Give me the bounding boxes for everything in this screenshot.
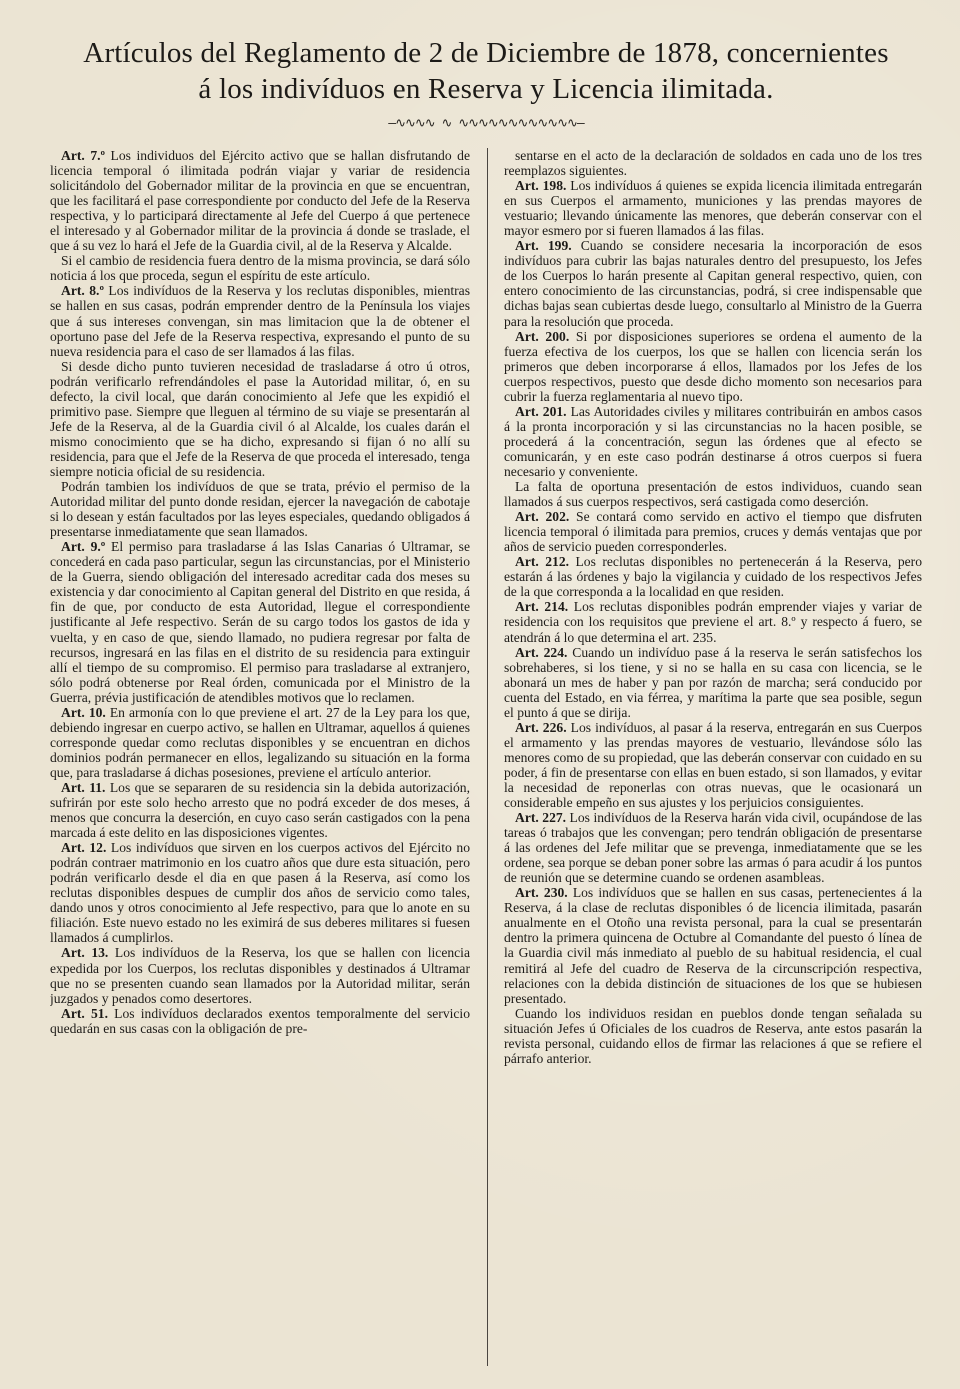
article-number: Art. 11. bbox=[61, 779, 106, 795]
article-number: Art. 198. bbox=[515, 178, 567, 194]
article-text: Los indivíduos que sirven en los cuerpos activos del Ejército no podrán contraer matrimonio en los cuatro años que dure esta situación, pero podrán verificarlo desde el dia en que pasen á la Reserva, así como los reclutas disponibles despues de cumplir dos años de servicio como tales, dando unos y otros conocimiento al Jefe respectivo, para que lo anote en su filiación. Este nuevo estado no les eximirá de sus deberes militares si fuesen llamados á cumplirlos. bbox=[50, 840, 470, 946]
article-paragraph bbox=[50, 479, 470, 539]
article-text: Los indivíduos de la Reserva, los que se hallen con licencia expedida por los Cuerpos, los reclutas disponibles y destinados á Ultramar que no se presenten cuando sean llamados por la Autoridad militar, serán juzgados y penados como desertores. bbox=[50, 945, 470, 1006]
article-text: Los reclutas disponibles podrán emprender viajes y variar de residencia con los requisitos que previene el art. 8.º y respecto á fuero, se atendrán á lo que determina el art. 235. bbox=[504, 599, 922, 645]
article-paragraph bbox=[50, 1006, 470, 1036]
article-text: Los que se separaren de su residencia sin la debida autorización, sufrirán por este solo hecho arresto que no podrá exceder de dos meses, á menos que concurra la deserción, en cuyo caso serán castigados con la pena marcada á este delito en las disposiciones vigentes. bbox=[50, 779, 470, 841]
article-text: Si por disposiciones superiores se ordena el aumento de la fuerza efectiva de los cuerpos, los que se hallen con licencia serán los primeros que deben incorporarse á ellos, llamados por los Jefes de los cuerpos respectivos, puesto que desde dicho momento son necesarios para cubrir la fuerza reglamentaria al nuevo tipo. bbox=[504, 328, 922, 404]
article-paragraph bbox=[504, 148, 922, 178]
article-number: Art. 230. bbox=[515, 885, 568, 901]
article-text: Los indivíduos de la Reserva y los reclutas disponibles, mientras se hallen en sus casas, podrán emprender dentro de la Península los viajes que á sus intereses convengan, sin mas limitacion que la de obtener el oportuno pase del Jefe de la Reserva respectiva, expresando el punto de su nueva residencia para el caso de ser llamados á las filas. bbox=[50, 283, 470, 359]
article-paragraph bbox=[50, 539, 470, 705]
article-paragraph bbox=[504, 645, 922, 720]
article-text: Los indivíduos de la Reserva harán vida civil, ocupándose de las tareas ó trabajos que les convengan; pero tendrán obligación de presentarse á las ordenes del Jefe militar que se prevenga, inmediatamente que se les ordene, sea porque se deban poner sobre las armas ó para acudir á los puntos de reunión que se determine cuando se ordenen asambleas. bbox=[504, 810, 922, 886]
article-number: Art. 202. bbox=[515, 509, 570, 525]
article-text: Si el cambio de residencia fuera dentro de la misma provincia, se dará sólo noticia á los que proceda, segun el espíritu de este artículo. bbox=[50, 253, 470, 284]
article-number: Art. 12. bbox=[61, 840, 107, 856]
right-column bbox=[504, 148, 922, 1366]
article-text: Cuando un indivíduo pase á la reserva le serán satisfechos los sobrehaberes, si los tiene, y si no se halla en su casa con licencia, se le abonará un mes de haber y pan por razón de marcha; será conducido por cuenta del Estado, en via férrea, y marítima la parte que sea posible, segun el punto á que se dirija. bbox=[504, 644, 922, 720]
article-text: Los indivíduos á quienes se expida licencia ilimitada entregarán en sus Cuerpos el armamento, municiones y las prendas mayores de vestuario; llevando únicamente las menores, que deberán conservar con el mayor esmero por si fueren llamados á las filas. bbox=[504, 178, 922, 239]
article-paragraph bbox=[50, 840, 470, 945]
article-number: Art. 8.º bbox=[61, 283, 104, 299]
article-text: Los indivíduos, al pasar á la reserva, entregarán en sus Cuerpos el armamento y las prendas mayores de vestuario, llevándose sólo las menores como de su propiedad, que las deberán conservar con cuidado en su poder, á fin de presentarse con ellas en buen estado, si son llamados, y evitar la necesidad de reponerlas con otras nuevas, que le ocasionará un considerable empeño en sus ajustes y los perjuicios consiguientes. bbox=[504, 719, 922, 811]
article-paragraph bbox=[504, 554, 922, 599]
article-paragraph bbox=[50, 780, 470, 840]
article-text: Cuando los individuos residan en pueblos donde tengan señalada su situación Jefes ú Oficiales de los cuadros de Reserva, ante estos pasarán la revista personal, cuidando ellos de firmar las relaciones á que se refiere el párrafo anterior. bbox=[504, 1005, 922, 1066]
article-text: Las Autoridades civiles y militares contribuirán en ambos casos á la pronta incorporación y si las circunstancias no la hacen posible, se procederá á la concentración, segun las órdenes que al efecto se comunicarán, y en este caso podrán destinarse á otros cuerpos si fuera necesario y conveniente. bbox=[504, 403, 922, 479]
article-text: Los indivíduos declarados exentos temporalmente del servicio quedarán en sus casas con la obligación de pre- bbox=[50, 1005, 470, 1036]
left-column bbox=[50, 148, 470, 1366]
article-paragraph bbox=[504, 509, 922, 554]
article-paragraph bbox=[504, 885, 922, 1005]
article-number: Art. 226. bbox=[515, 719, 567, 735]
article-paragraph bbox=[50, 253, 470, 283]
article-paragraph bbox=[50, 359, 470, 479]
article-text: Los individuos del Ejército activo que se hallan disfrutando de licencia temporal ó ilimitada podrán viajar y variar de residencia solicitándolo del Gobernador militar de la provincia en que se encuentran, que les facilitará el pase correspondiente por conducto del Jefe de la Reserva respectiva, y lo participará directamente al Jefe del Cuerpo á que pertenece el interesado y al Gobernador militar de la provincia á donde se traslade, el que á su vez lo hará el Jefe de la Guardia civil, al de la Reserva y Alcalde. bbox=[50, 148, 470, 254]
article-number: Art. 13. bbox=[61, 945, 109, 961]
article-paragraph bbox=[504, 720, 922, 810]
article-paragraph bbox=[50, 148, 470, 253]
page-title bbox=[50, 36, 922, 108]
title-line-1: Artículos del Reglamento de 2 de Diciembre de 1878, concernientes bbox=[83, 37, 889, 69]
article-paragraph bbox=[504, 238, 922, 328]
article-number: Art. 7.º bbox=[61, 148, 106, 163]
column-divider bbox=[487, 148, 488, 1366]
article-text: Cuando se considere necesaria la incorporación de esos indivíduos para cubrir las bajas naturales dentro del presupuesto, los Jefes de los Cuerpos lo harán presente al Capitan general respectivo, quien, con entero conocimiento de las circunstancias, podrá, si cree indispensable que dichas bajas sean cubiertas desde luego, consultarlo al Ministro de la Guerra para la resolución que proceda. bbox=[504, 238, 922, 329]
article-text: En armonía con lo que previene el art. 27 de la Ley para los que, debiendo ingresar en cuerpo activo, se hallen en Ultramar, aquellos á quienes corresponde quedar como reclutas disponibles y se encuentran en dichos dominios podrán permanecer en ellos, legalizando su situación en la forma que, para trasladarse á dichas posesiones, previene el artículo anterior. bbox=[50, 704, 470, 780]
article-text: Podrán tambien los indivíduos de que se trata, prévio el permiso de la Autoridad militar del punto donde residan, ejercer la navegación de cabotaje si lo desean y están facultados por las leyes especiales, quedando obligados á presentarse inmediatamente que sean llamados. bbox=[50, 479, 470, 540]
article-number: Art. 214. bbox=[515, 599, 569, 615]
article-text: Los indivíduos que se hallen en sus casas, pertenecientes á la Reserva, á la clase de reclutas disponibles ó de licencia ilimitada, pasarán anualmente en el Otoño una revista personal, para la cual se presentarán dentro la primera quincena de Octubre al Comandante del puesto ó línea de la Guardia civil más inmediato al pueblo de su habitual residencia, el cual remitirá al Jefe del cuadro de Reserva de la circunscripción respectiva, relaciones con la debida distinción de situaciones de los que se hubiesen presentado. bbox=[504, 885, 922, 1006]
ornament-divider: —∿∿∿∿ ∿ ∿∿∿∿∿∿∿∿∿∿∿∿— bbox=[388, 116, 584, 131]
article-paragraph bbox=[504, 810, 922, 885]
article-number: Art. 201. bbox=[515, 403, 567, 419]
article-number: Art. 199. bbox=[515, 238, 572, 254]
article-paragraph bbox=[504, 329, 922, 404]
article-number: Art. 200. bbox=[515, 328, 570, 344]
article-text: La falta de oportuna presentación de estos individuos, cuando sean llamados á sus cuerpos respectivos, será castigada como deserción. bbox=[504, 479, 922, 510]
article-paragraph bbox=[50, 283, 470, 358]
text-columns bbox=[50, 148, 922, 1366]
article-text: Los reclutas disponibles no pertenecerán á la Reserva, pero estarán á las órdenes y bajo la vigilancia y cuidado de los respectivos Jefes de la que corresponda a la localidad en que residen. bbox=[504, 554, 922, 600]
article-paragraph bbox=[50, 945, 470, 1005]
article-number: Art. 224. bbox=[515, 644, 568, 660]
article-number: Art. 10. bbox=[61, 704, 106, 720]
title-line-2: á los indivíduos en Reserva y Licencia ilimitada. bbox=[198, 73, 774, 105]
article-paragraph bbox=[504, 404, 922, 479]
article-paragraph bbox=[504, 1006, 922, 1066]
article-paragraph bbox=[504, 178, 922, 238]
article-number: Art. 9.º bbox=[61, 539, 106, 555]
article-paragraph bbox=[504, 599, 922, 644]
article-text: El permiso para trasladarse á las Islas Canarias ó Ultramar, se concederá en cada paso particular, segun las circunstancias, por el Ministerio de la Guerra, siendo obligación del interesado acreditar cada dos meses su existencia y dar conocimiento al Capitan general del Distrito en que resida, á fin de que, por conducto de esta Autoridad, llegue el correspondiente justificante al Jefe respectivo. Serán de su cargo todos los gastos de ida y vuelta, y en caso de que, siendo llamado, no pudiera regresar por falta de recursos, ingresará en las filas en el distrito de su residencia para extinguir allí el tiempo de su compromiso. El permiso para trasladarse al extranjero, sólo podrá obtenerse por Real órden, comunicada por el Ministro de la Guerra, prévia justificación de atendibles motivos que lo reclamen. bbox=[50, 539, 470, 705]
article-text: Si desde dicho punto tuvieren necesidad de trasladarse á otro ú otros, podrán verificarlo refrendándoles el pase la Autoridad militar, ó, en su defecto, la civil local, que darán conocimiento al Jefe que les expidió el primitivo pase. Siempre que lleguen al término de su viaje se presentarán al Jefe de la Reserva, al de la Guardia civil ó al Alcalde, los cuales darán el mismo conocimiento que se ha dicho, expresando si fijan ó no allí su residencia, para que el Jefe de la Reserva de que proceda el interesado, tenga siempre noticia oficial de su residencia. bbox=[50, 358, 470, 479]
article-paragraph bbox=[504, 479, 922, 509]
article-paragraph bbox=[50, 705, 470, 780]
article-text: Se contará como servido en activo el tiempo que disfruten licencia temporal ó ilimitada para premios, cruces y demás ventajas que por años de servicio pueden corresponderles. bbox=[504, 509, 922, 555]
article-number: Art. 212. bbox=[515, 554, 570, 570]
article-text: sentarse en el acto de la declaración de soldados en cada uno de los tres reemplazos siguientes. bbox=[504, 148, 922, 179]
article-number: Art. 227. bbox=[515, 810, 567, 826]
article-number: Art. 51. bbox=[61, 1005, 108, 1021]
